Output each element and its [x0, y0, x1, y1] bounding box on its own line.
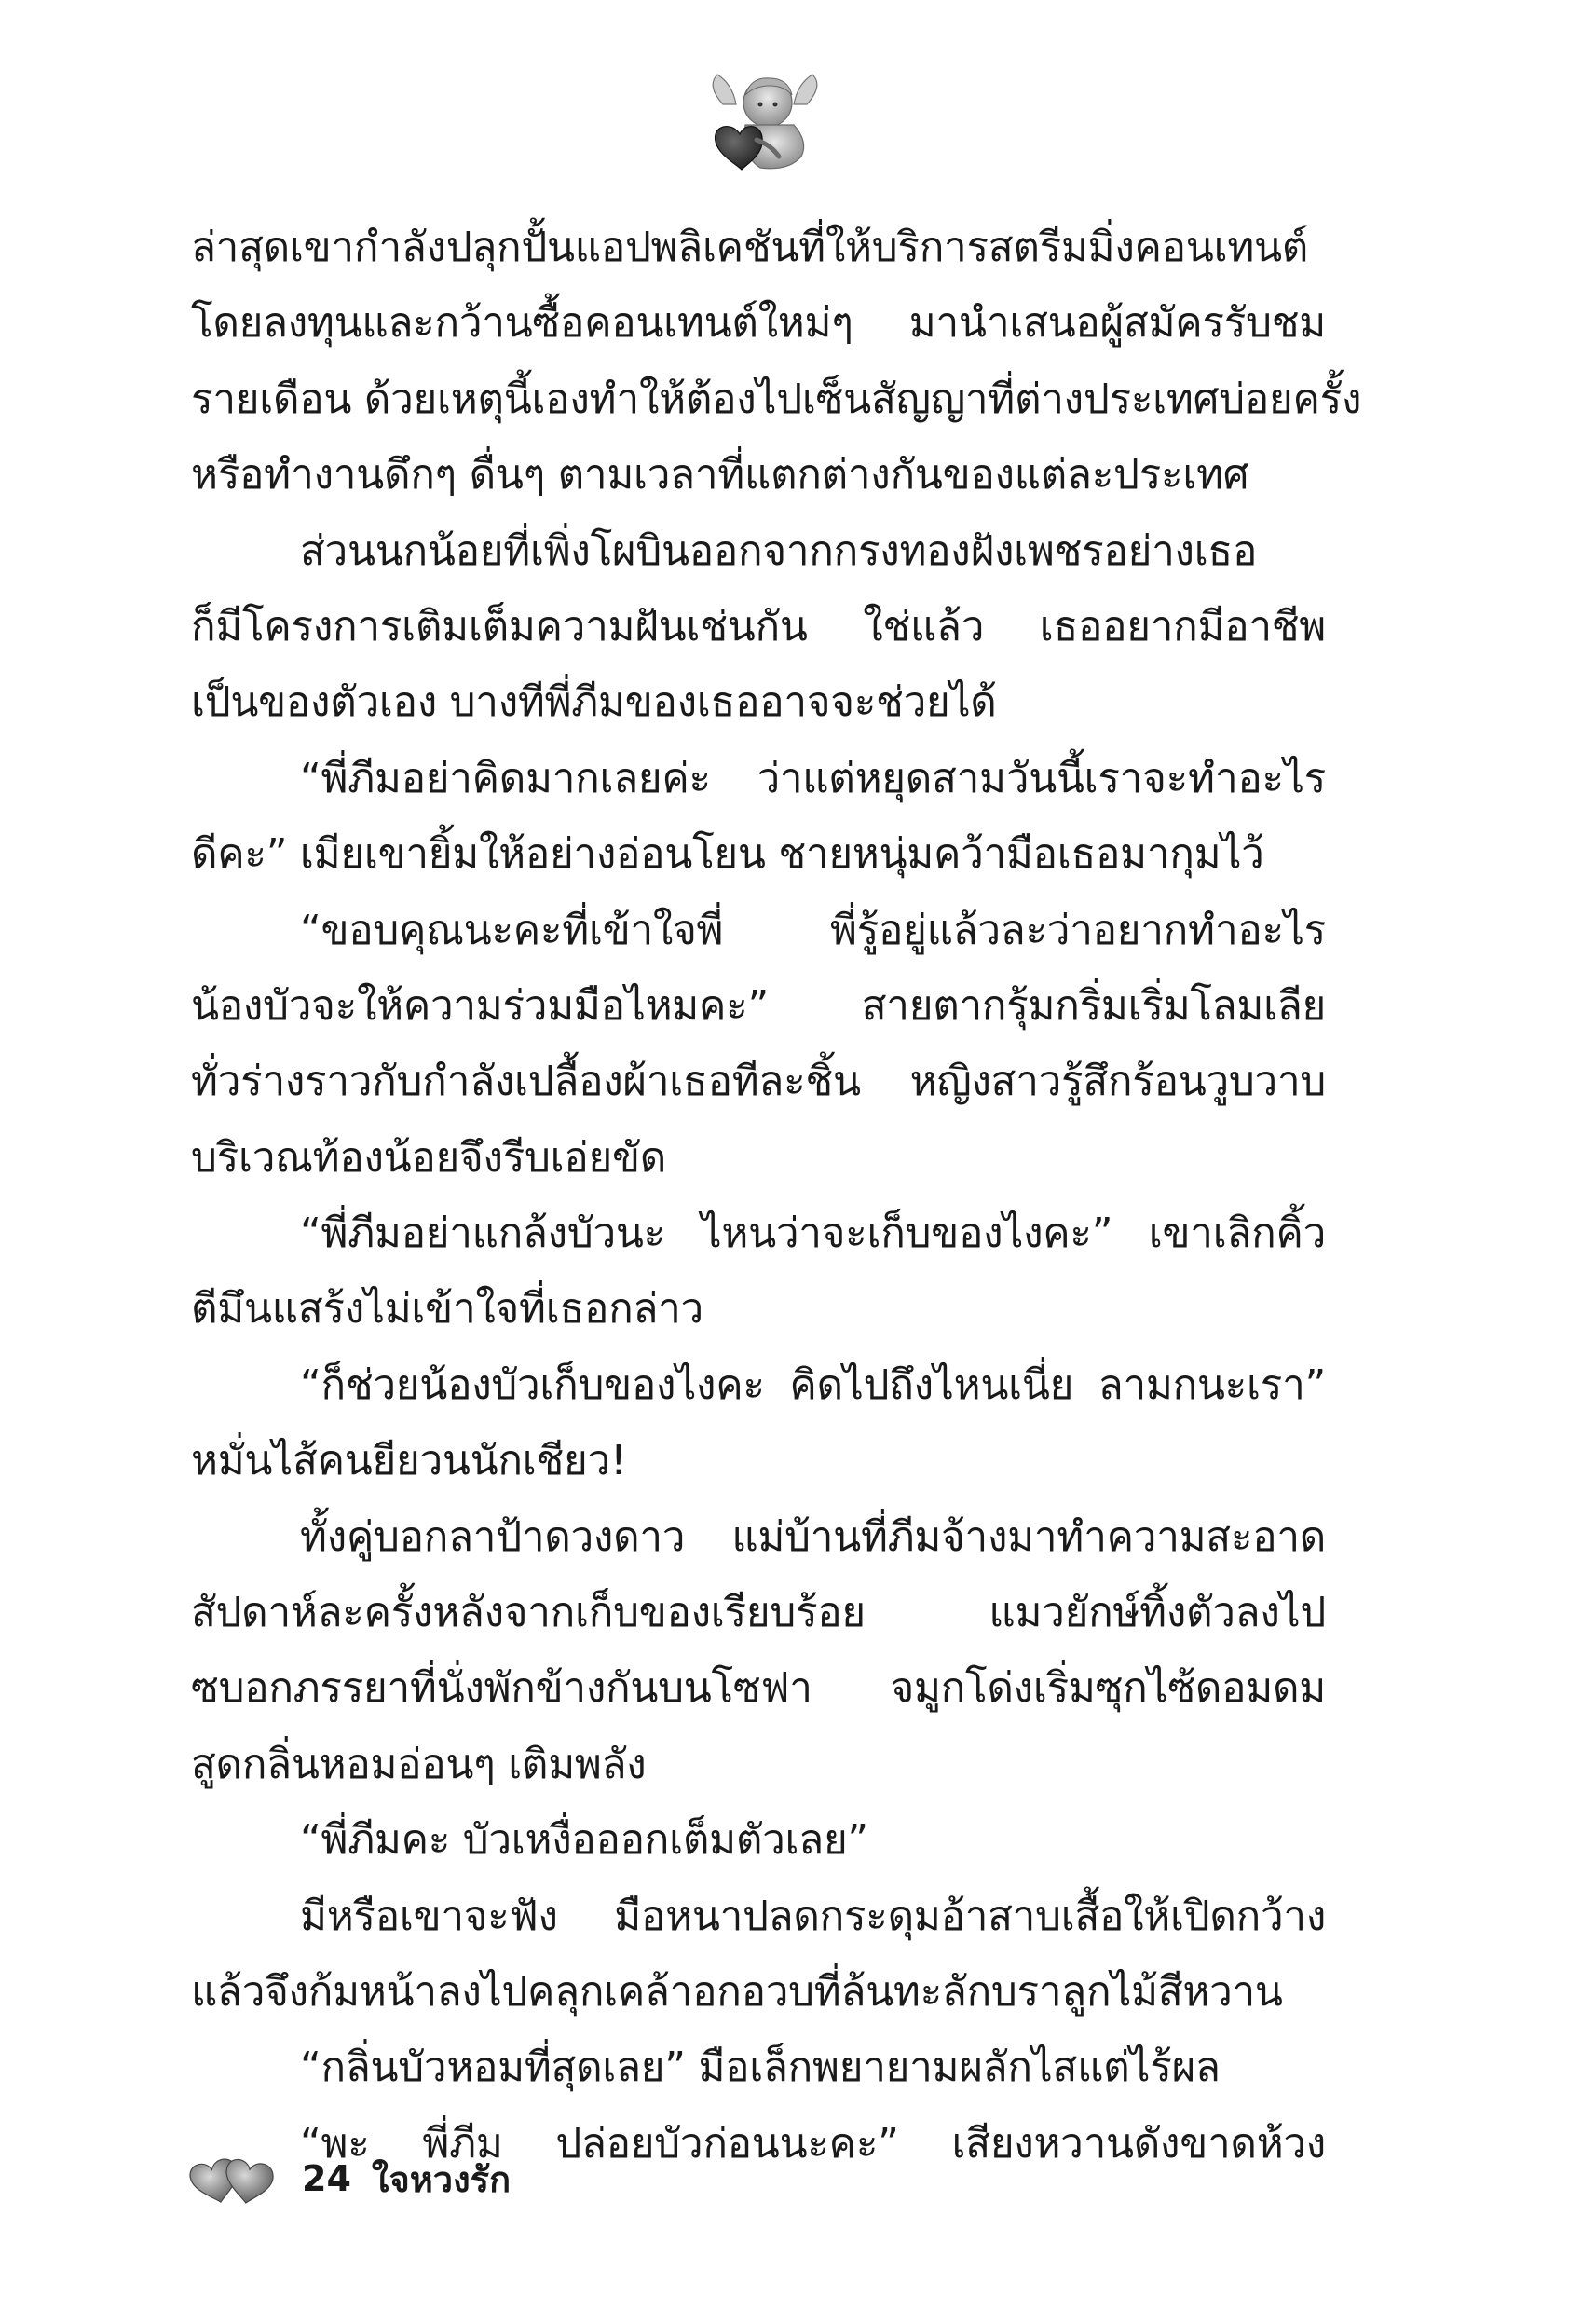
text-line: โดยลงทุนและกว้านซื้อคอนเทนต์ใหม่ๆ มานำเสนอผู้สมัครรับชม — [191, 299, 1326, 348]
text-line: “ก็ช่วยน้องบัวเก็บของไงคะ คิดไปถึงไหนเนี่ย ลามกนะเรา” — [300, 1361, 1326, 1409]
book-title: ใจหวงรัก — [371, 2158, 512, 2200]
text-line: บริเวณท้องน้อยจึงรีบเอ่ยขัด — [191, 1133, 667, 1182]
text-line: ส่วนนกน้อยที่เพิ่งโผบินออกจากกรงทองฝังเพชรอย่างเธอ — [300, 526, 1258, 575]
text-line: ซบอกภรรยาที่นั่งพักข้างกันบนโซฟา จมูกโด่งเริ่มซุกไซ้ดอมดม — [191, 1664, 1326, 1713]
text-line: “พี่ภีมอย่าคิดมากเลยค่ะ ว่าแต่หยุดสามวันนี้เราจะทำอะไร — [300, 754, 1326, 802]
page-number: 24 — [302, 2158, 351, 2199]
text-line: หรือทำงานดึกๆ ดื่นๆ ตามเวลาที่แตกต่างกันของแต่ละประเทศ — [191, 451, 1249, 499]
text-line: ทั้งคู่บอกลาป้าดวงดาว แม่บ้านที่ภีมจ้างมาทำความสะอาด — [300, 1512, 1326, 1561]
body-text — [191, 210, 1362, 2181]
page-footer — [186, 2151, 511, 2207]
text-line: น้องบัวจะให้ความร่วมมือไหมคะ” สายตากรุ้มกริ่มเริ่มโลมเลีย — [191, 981, 1326, 1030]
text-line: “กลิ่นบัวหอมที่สุดเลย” มือเล็กพยายามผลักไสแต่ไร้ผล — [300, 2044, 1221, 2092]
text-line: ตีมึนแสร้งไม่เข้าใจที่เธอกล่าว — [191, 1285, 703, 1333]
text-line: ทั่วร่างราวกับกำลังเปลื้องผ้าเธอทีละชิ้น หญิงสาวรู้สึกร้อนวูบวาบ — [191, 1058, 1326, 1106]
text-line: เป็นของตัวเอง บางทีพี่ภีมของเธออาจจะช่วยได้ — [191, 678, 997, 727]
text-line: ก็มีโครงการเติมเต็มความฝันเช่นกัน ใช่แล้ว เธออยากมีอาชีพ — [191, 602, 1326, 650]
text-line: หมั่นไส้คนยียวนนักเชียว! — [191, 1437, 627, 1485]
text-line: “พี่ภีมอย่าแกล้งบัวนะ ไหนว่าจะเก็บของไงคะ” เขาเลิกคิ้ว — [300, 1210, 1326, 1258]
text-line: “ขอบคุณนะคะที่เข้าใจพี่ พี่รู้อยู่แล้วละว่าอยากทำอะไร — [300, 906, 1326, 954]
cupid-heart-icon — [704, 67, 825, 179]
text-line: รายเดือน ด้วยเหตุนี้เองทำให้ต้องไปเซ็นสัญญาที่ต่างประเทศบ่อยครั้ง — [191, 375, 1362, 423]
text-line: มีหรือเขาจะฟัง มือหนาปลดกระดุมอ้าสาบเสื้อให้เปิดกว้าง — [300, 1892, 1326, 1940]
text-line: สัปดาห์ละครั้งหลังจากเก็บของเรียบร้อย แมวยักษ์ทิ้งตัวลงไป — [191, 1589, 1326, 1637]
text-line: แล้วจึงก้มหน้าลงไปคลุกเคล้าอกอวบที่ล้นทะลักบราลูกไม้สีหวาน — [191, 1967, 1283, 2016]
text-line: ล่าสุดเขากำลังปลุกปั้นแอปพลิเคชันที่ให้บริการสตรีมมิ่งคอนเทนต์ — [191, 224, 1309, 271]
text-line: สูดกลิ่นหอมอ่อนๆ เติมพลัง — [191, 1740, 647, 1788]
text-line: “พี่ภีมคะ บัวเหงื่อออกเต็มตัวเลย” — [300, 1816, 868, 1865]
twin-hearts-icon — [186, 2153, 280, 2205]
text-line: “พะ พี่ภีม ปล่อยบัวก่อนนะคะ” เสียงหวานดังขาดห้วง — [300, 2119, 1326, 2167]
text-line: ดีคะ” เมียเขายิ้มให้อย่างอ่อนโยน ชายหนุ่มคว้ามือเธอมากุมไว้ — [191, 830, 1264, 879]
